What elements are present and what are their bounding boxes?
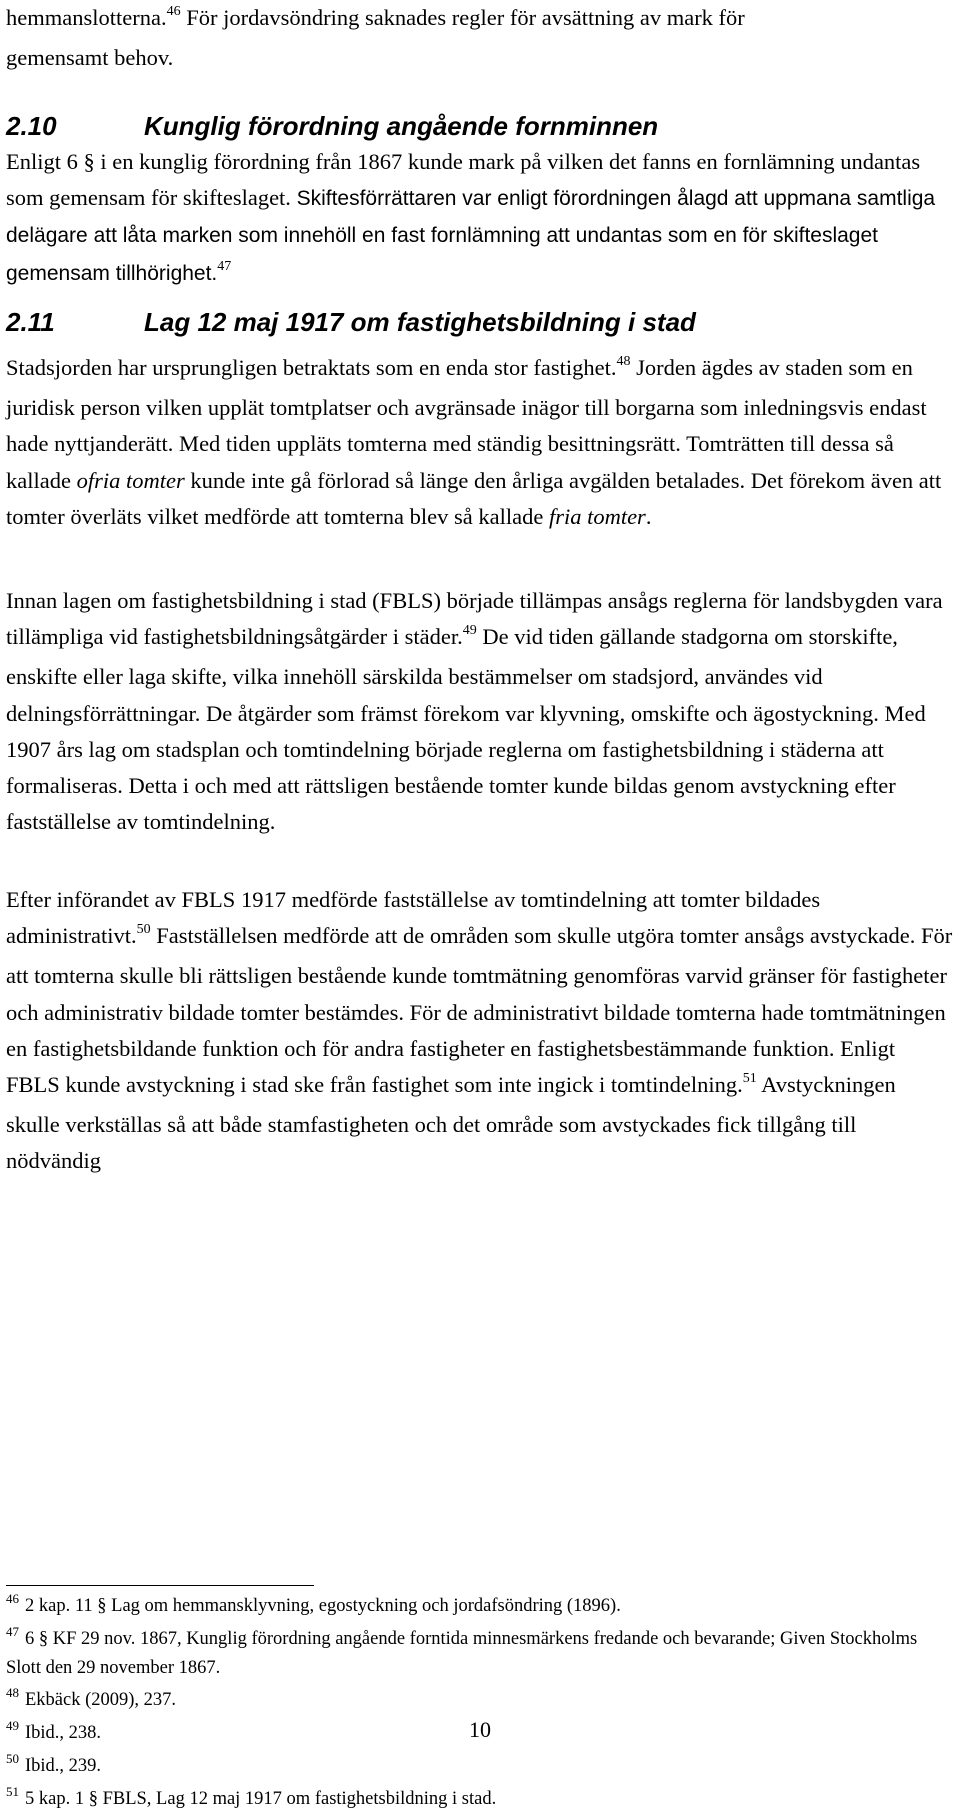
footnote-separator xyxy=(6,1585,314,1586)
footnote-ref[interactable]: 48 xyxy=(616,354,631,369)
text-run: Stadsjorden har ursprungligen betraktats som en enda stor fastighet. xyxy=(6,355,617,380)
footnote-ref[interactable]: 49 xyxy=(462,623,477,639)
paragraph-fbls-after xyxy=(6,882,954,1180)
text-run: Skiftesförrättaren var enligt förordningen ålagd att uppmana samtliga delägare att låta marken som innehöll en fast fornlämning att undantas som en för skifteslaget gemensam tillhörighet. xyxy=(6,187,936,285)
text-run: kunde inte gå förlorad så länge den årliga avgälden betalades. Det förekom även att tomter överläts vilket medförde att tomterna blev så kallade xyxy=(6,467,942,529)
text-run: Fastställelsen medförde att de områden som skulle utgöra tomter ansågs avstyckade. För att tomterna skulle bli rättsligen bestående kunde tomtmätning genomföras varvid gränser för fastigheter och administrativ bildade tomter bestämdes. För de administrativt bildade tomterna hade tomtmätningen en fastighetsbildande funktion och för andra fastigheter en fastighetsbestämmande funktion. Enligt FBLS kunde avstyckning i stad ske från fastighet som inte ingick i tomtindelning. xyxy=(6,923,953,1098)
footnote-ref[interactable]: 51 xyxy=(742,1071,757,1087)
footnote-text: Ekbäck (2009), 237. xyxy=(25,1690,177,1710)
section-number: 2.11 xyxy=(6,307,55,337)
footnote-ref[interactable]: 46 xyxy=(166,4,181,19)
footnote-text: Ibid., 239. xyxy=(25,1756,102,1776)
paragraph-fbls-before xyxy=(6,583,954,840)
footnote-text: 6 § KF 29 nov. 1867, Kunglig förordning angående forntida minnesmärkens fredande och bevarande; Given Stockholms Slott den 29 november 1867. xyxy=(6,1629,918,1678)
footnote-number: 48 xyxy=(6,1685,19,1700)
text-run: . xyxy=(645,503,652,529)
text-run: För jordavsöndring saknades regler för avsättning av mark för xyxy=(180,5,745,30)
footnote-48 xyxy=(6,1686,954,1715)
paragraph-fornminnen xyxy=(6,144,954,295)
text-run: Efter införandet av FBLS 1917 medförde fastställelse av tomtindelning att tomter bildades administrativt. xyxy=(6,887,821,949)
text-run: gemensamt behov. xyxy=(6,45,174,71)
footnote-50 xyxy=(6,1752,954,1781)
footnote-text: Ibid., 238. xyxy=(25,1723,102,1743)
section-heading-2-10 xyxy=(6,110,658,142)
section-number: 2.10 xyxy=(6,111,57,141)
emphasis-fria-tomter: fria tomter xyxy=(548,503,646,529)
footnote-number: 49 xyxy=(6,1718,19,1733)
text-run: Enligt 6 § i en kunglig förordning från 1867 kunde mark på vilken det fanns en fornlämning undantas som gemensam för skifteslaget. xyxy=(6,149,921,211)
emphasis-ofria-tomter: ofria tomter xyxy=(76,467,185,493)
footnote-text: 5 kap. 1 § FBLS, Lag 12 maj 1917 om fastighetsbildning i stad. xyxy=(25,1789,497,1809)
section-title: Lag 12 maj 1917 om fastighetsbildning i stad xyxy=(144,307,696,337)
paragraph-stadsjorden xyxy=(6,350,954,535)
footnote-ref[interactable]: 47 xyxy=(217,258,232,274)
footnote-number: 47 xyxy=(6,1624,19,1639)
text-run: Avstyckningen skulle verkställas så att både stamfastigheten och det område som avstyckades fick tillgång till nödvändig xyxy=(6,1072,896,1174)
footnote-51 xyxy=(6,1785,954,1814)
footnote-number: 51 xyxy=(6,1784,19,1799)
text-run: hemmanslotterna. xyxy=(6,5,167,30)
footnote-47 xyxy=(6,1625,954,1682)
footnote-46 xyxy=(6,1592,954,1621)
text-run: De vid tiden gällande stadgorna om storskifte, enskifte eller laga skifte, vilka innehöll särskilda bestämmelser om stadsjord, användes vid delningsförrättningar. De åtgärder som främst förekom var klyvning, omskifte och ägostyckning. Med 1907 års lag om stadsplan och tomtindelning började reglerna om fastighetsbildning i städerna att formaliseras. Detta i och med att rättsligen bestående tomter kunde bildas genom avstyckning efter fastställelse av tomtindelning. xyxy=(6,624,926,835)
text-run: Innan lagen om fastighetsbildning i stad (FBLS) började tillämpas ansågs reglerna för landsbygden vara tillämpliga vid fastighetsbildningsåtgärder i städer. xyxy=(6,588,943,650)
footnote-text: 2 kap. 11 § Lag om hemmansklyvning, egostyckning och jordafsöndring (1896). xyxy=(25,1596,621,1616)
text-run: Jorden ägdes av staden som en juridisk person vilken upplät tomtplatser och avgränsade inägor till borgarna som inledningsvis endast hade nyttjanderätt. Med tiden uppläts tomterna med ständig besittningsrätt. Tomträtten till dessa så kallade xyxy=(6,355,927,493)
page-number: 10 xyxy=(469,1717,491,1742)
footnote-number: 50 xyxy=(6,1751,19,1766)
footnote-number: 46 xyxy=(6,1591,19,1606)
section-title: Kunglig förordning angående fornminnen xyxy=(144,111,659,141)
section-heading-2-11 xyxy=(6,306,696,338)
continuation-paragraph xyxy=(6,0,954,76)
footnote-ref[interactable]: 50 xyxy=(136,922,151,938)
